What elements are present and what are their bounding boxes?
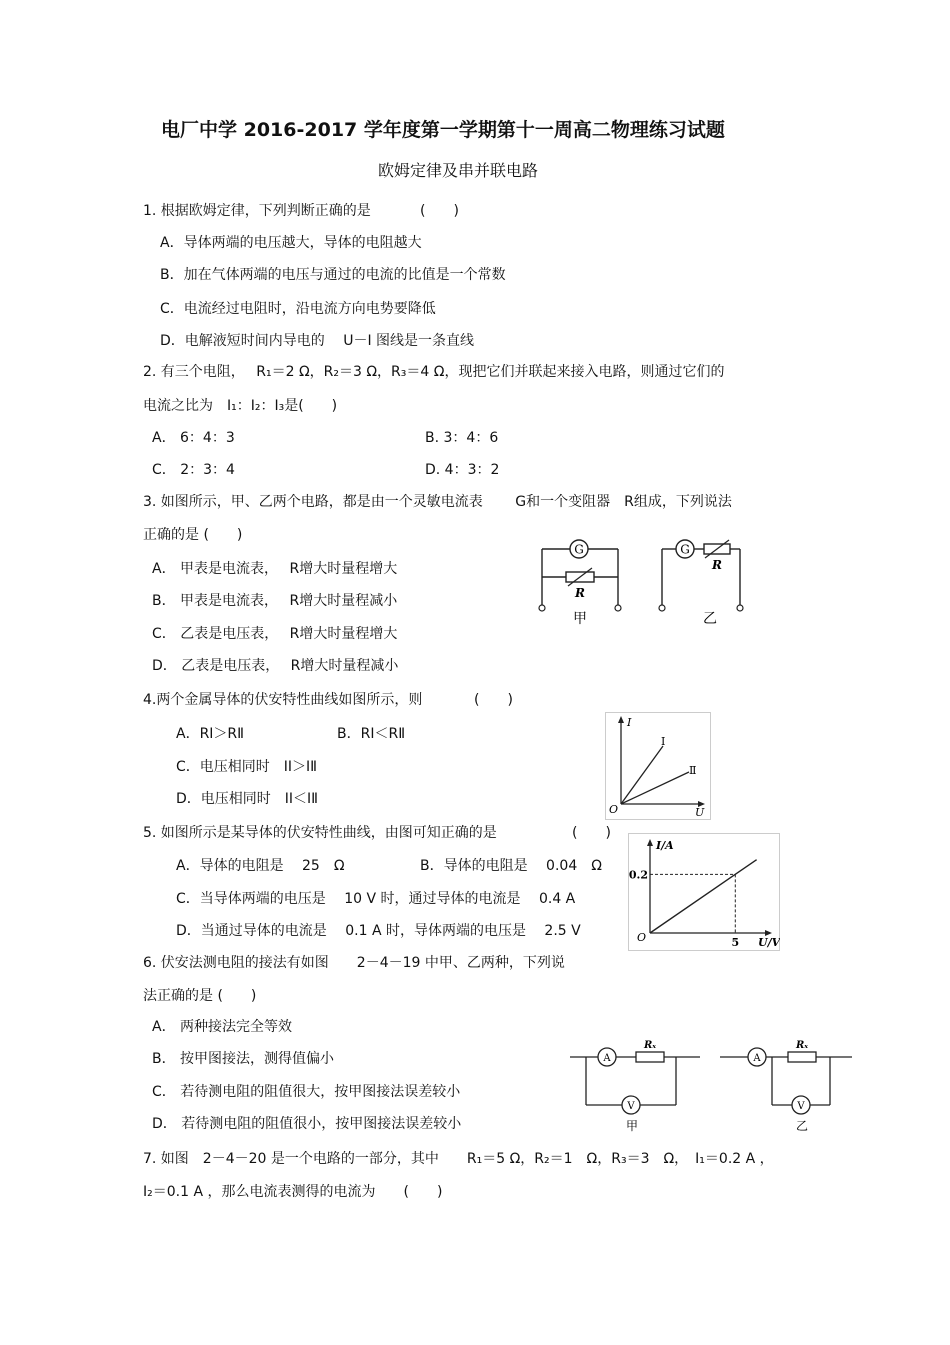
q5-series-line	[650, 860, 757, 933]
q3-option-c: C． 乙表是电压表， R增大时量程增大	[152, 626, 398, 642]
q5-y-tick-label: 0.2	[628, 868, 648, 882]
q3-terminal-jia-left	[539, 605, 545, 611]
q6-rx-label-jia: Rₓ	[643, 1040, 657, 1051]
q1-paren: ( )	[420, 203, 459, 219]
q3-circuit-figure	[532, 533, 752, 633]
q6-resistor-yi	[788, 1052, 816, 1062]
q3-terminal-jia-right	[615, 605, 621, 611]
q5-option-c: C．当导体两端的电压是 10 V 时，通过导体的电流是 0.4 A	[176, 891, 576, 907]
q4-origin-label: O	[609, 803, 619, 816]
q3-r-label-jia: R	[575, 586, 585, 600]
page-title: 电厂中学 2016-2017 学年度第一学期第十一周高二物理练习试题	[161, 119, 725, 141]
q4-line-2-label: Ⅱ	[689, 764, 697, 777]
q4-line-1-label: Ⅰ	[661, 735, 666, 748]
q4-option-c: C．电压相同时 IⅠ＞IⅡ	[176, 759, 318, 775]
q1-option-a: A．导体两端的电压越大，导体的电阻越大	[160, 235, 422, 251]
q6-v-label-yi: V	[797, 1101, 805, 1112]
q6-option-d: D． 若待测电阻的阻值很小，按甲图接法误差较小	[152, 1116, 462, 1132]
q4-line-1	[621, 746, 663, 804]
q3-label-jia: 甲	[573, 611, 587, 627]
q3-stem-line1: 3. 如图所示，甲、乙两个电路，都是由一个灵敏电流表 G和一个变阻器 R组成，下列说法	[143, 494, 732, 510]
q4-option-d: D．电压相同时 IⅠ＜IⅡ	[176, 791, 319, 807]
q2-option-a: A． 6：4：3	[152, 430, 235, 446]
q3-option-a: A． 甲表是电流表， R增大时量程增大	[152, 561, 398, 577]
q4-y-label: I	[627, 716, 632, 729]
q1-option-c: C．电流经过电阻时，沿电流方向电势要降低	[160, 301, 436, 317]
q5-stem: 5. 如图所示是某导体的伏安特性曲线，由图可知正确的是	[143, 825, 497, 841]
q3-label-yi: 乙	[703, 611, 717, 627]
q1-stem: 1. 根据欧姆定律，下列判断正确的是	[143, 203, 371, 219]
q6-v-label-jia: V	[627, 1101, 635, 1112]
q2-option-d: D. 4：3：2	[425, 462, 500, 478]
q6-stem-line1: 6. 伏安法测电阻的接法有如图 2－4－19 中甲、乙两种，下列说	[143, 955, 565, 971]
q3-g-label-jia: G	[574, 542, 584, 557]
q5-option-b: B．导体的电阻是 0.04 Ω	[420, 858, 602, 874]
q3-r-label-yi: R	[712, 558, 722, 572]
q4-option-b: B．RⅠ＜RⅡ	[337, 726, 406, 742]
q6-label-jia: 甲	[625, 1119, 639, 1133]
q3-g-label-yi: G	[680, 542, 690, 557]
q1-option-b: B．加在气体两端的电压与通过的电流的比值是一个常数	[160, 267, 506, 283]
q4-x-label: U	[695, 806, 705, 819]
q3-terminal-yi-right	[737, 605, 743, 611]
q2-option-b: B. 3：4：6	[425, 430, 499, 446]
q6-stem-line2: 法正确的是 ( )	[143, 988, 257, 1004]
q7-stem-line2: I₂＝0.1 A ，那么电流表测得的电流为 ( )	[143, 1184, 443, 1200]
q2-option-c: C． 2：3：4	[152, 462, 235, 478]
q2-stem-line1: 2. 有三个电阻， R₁＝2 Ω，R₂＝3 Ω，R₃＝4 Ω，现把它们并联起来接入电路，则通过它们的	[143, 364, 725, 380]
q6-circuit-figure	[566, 1037, 854, 1135]
q5-option-d: D．当通过导体的电流是 0.1 A 时，导体两端的电压是 2.5 V	[176, 923, 581, 939]
q4-line-2	[621, 772, 689, 804]
q3-terminal-yi-left	[659, 605, 665, 611]
q3-stem-line2: 正确的是 ( )	[143, 527, 243, 543]
q5-origin-label: O	[637, 931, 647, 944]
q5-iu-chart	[628, 833, 780, 951]
q1-option-d: D．电解液短时间内导电的 U－I 图线是一条直线	[160, 333, 475, 349]
q7-stem-line1: 7. 如图 2－4－20 是一个电路的一部分，其中 R₁＝5 Ω，R₂＝1 Ω，R₃＝3 Ω， I₁＝0.2 A ，	[143, 1151, 774, 1167]
q3-option-b: B． 甲表是电流表， R增大时量程减小	[152, 593, 398, 609]
q6-option-b: B． 按甲图接法，测得值偏小	[152, 1051, 335, 1067]
q6-rx-label-yi: Rₓ	[795, 1040, 809, 1051]
q5-option-a: A．导体的电阻是 25 Ω	[176, 858, 345, 874]
q6-a-label-yi: A	[753, 1053, 761, 1064]
q6-option-c: C． 若待测电阻的阻值很大，按甲图接法误差较小	[152, 1084, 461, 1100]
q6-a-label-jia: A	[603, 1053, 611, 1064]
page-subtitle: 欧姆定律及串并联电路	[378, 161, 539, 180]
q4-stem: 4.两个金属导体的伏安特性曲线如图所示，则	[143, 692, 423, 708]
q5-y-label: I/A	[656, 839, 674, 852]
q4-paren: ( )	[474, 692, 513, 708]
q6-option-a: A． 两种接法完全等效	[152, 1019, 293, 1035]
q6-resistor-jia	[636, 1052, 664, 1062]
q5-x-tick-label: 5	[731, 936, 740, 949]
q5-paren: ( )	[572, 825, 611, 841]
q5-x-label: U/V	[758, 936, 780, 949]
q4-y-arrow	[618, 716, 624, 723]
q4-option-a: A．RⅠ＞RⅡ	[176, 726, 245, 742]
q3-option-d: D． 乙表是电压表， R增大时量程减小	[152, 658, 399, 674]
q5-y-arrow	[647, 839, 653, 846]
q4-iu-graph	[605, 712, 711, 820]
q2-stem-line2: 电流之比为 I₁：I₂：I₃是( )	[143, 398, 338, 414]
q6-label-yi: 乙	[795, 1119, 809, 1133]
